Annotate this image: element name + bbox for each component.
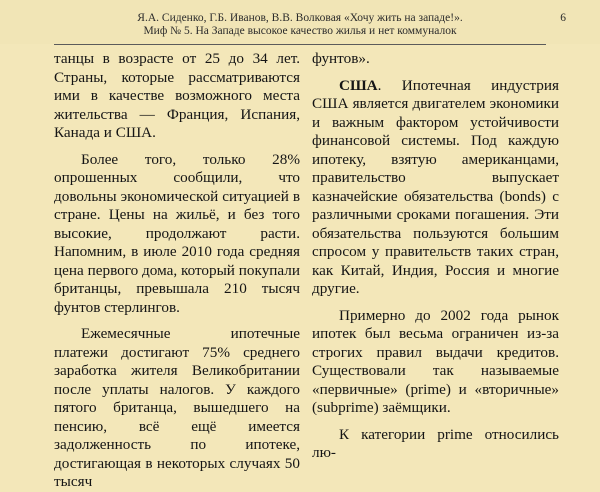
header-subtitle-line: Миф № 5. На Западе высокое качество жилья и нет коммуналок	[143, 25, 457, 37]
right-paragraph-continued: фунтов».	[312, 50, 370, 67]
usa-paragraph-text: . Ипотечная индустрия США является двигателем экономики и важным фактором устойчивости финансовой системы. Под каждую ипотеку, взятую американцами, правительство выпускает казначейские обязательства (bonds) с различными сроками погашения. Эти обязательства пользуются большим спросом у правительств таких стран, как Китай, Индия, Россия и многие другие.	[312, 76, 559, 297]
right-text-column	[312, 50, 559, 461]
left-text-column	[54, 50, 300, 490]
page-number: 6	[560, 12, 566, 24]
header-divider	[54, 44, 546, 45]
left-paragraph-1: танцы в возрасте от 25 до 34 лет. Страны, которые рассматриваются ими в качестве возможного места жительства — Франция, Испания, Канада и США.	[54, 50, 300, 141]
right-paragraph-2: Примерно до 2002 года рынок ипотек был весьма ограничен из-за строгих правил выдачи кредитов. Существовали так называемые «первичные» (prime) и «вторичные» (subprime) заёмщики.	[312, 306, 559, 416]
right-paragraph-usa	[312, 77, 559, 299]
right-paragraph-3: К категории prime относились лю-	[312, 425, 559, 461]
left-paragraph-3: Ежемесячные ипотечные платежи достигают 75% среднего заработка жителя Великобритании после уплаты налогов. У каждого пятого британца, вышедшего на пенсию, всё ещё имеется задолженность по ипотеке, достигающая в некоторых случаях 50 тысяч	[54, 325, 300, 490]
page-header	[0, 0, 600, 44]
section-label-usa: США	[339, 76, 378, 94]
header-title-line: Я.А. Сиденко, Г.Б. Иванов, В.В. Волковая «Хочу жить на западе!».	[137, 12, 463, 24]
left-paragraph-2: Более того, только 28% опрошенных сообщили, что довольны экономической ситуацией в стране. Цены на жильё, и без того высокие, продолжают расти. Напомним, в июле 2010 года средняя цена первого дома, который покупали британцы, превышала 210 тысяч фунтов стерлингов.	[54, 150, 300, 316]
